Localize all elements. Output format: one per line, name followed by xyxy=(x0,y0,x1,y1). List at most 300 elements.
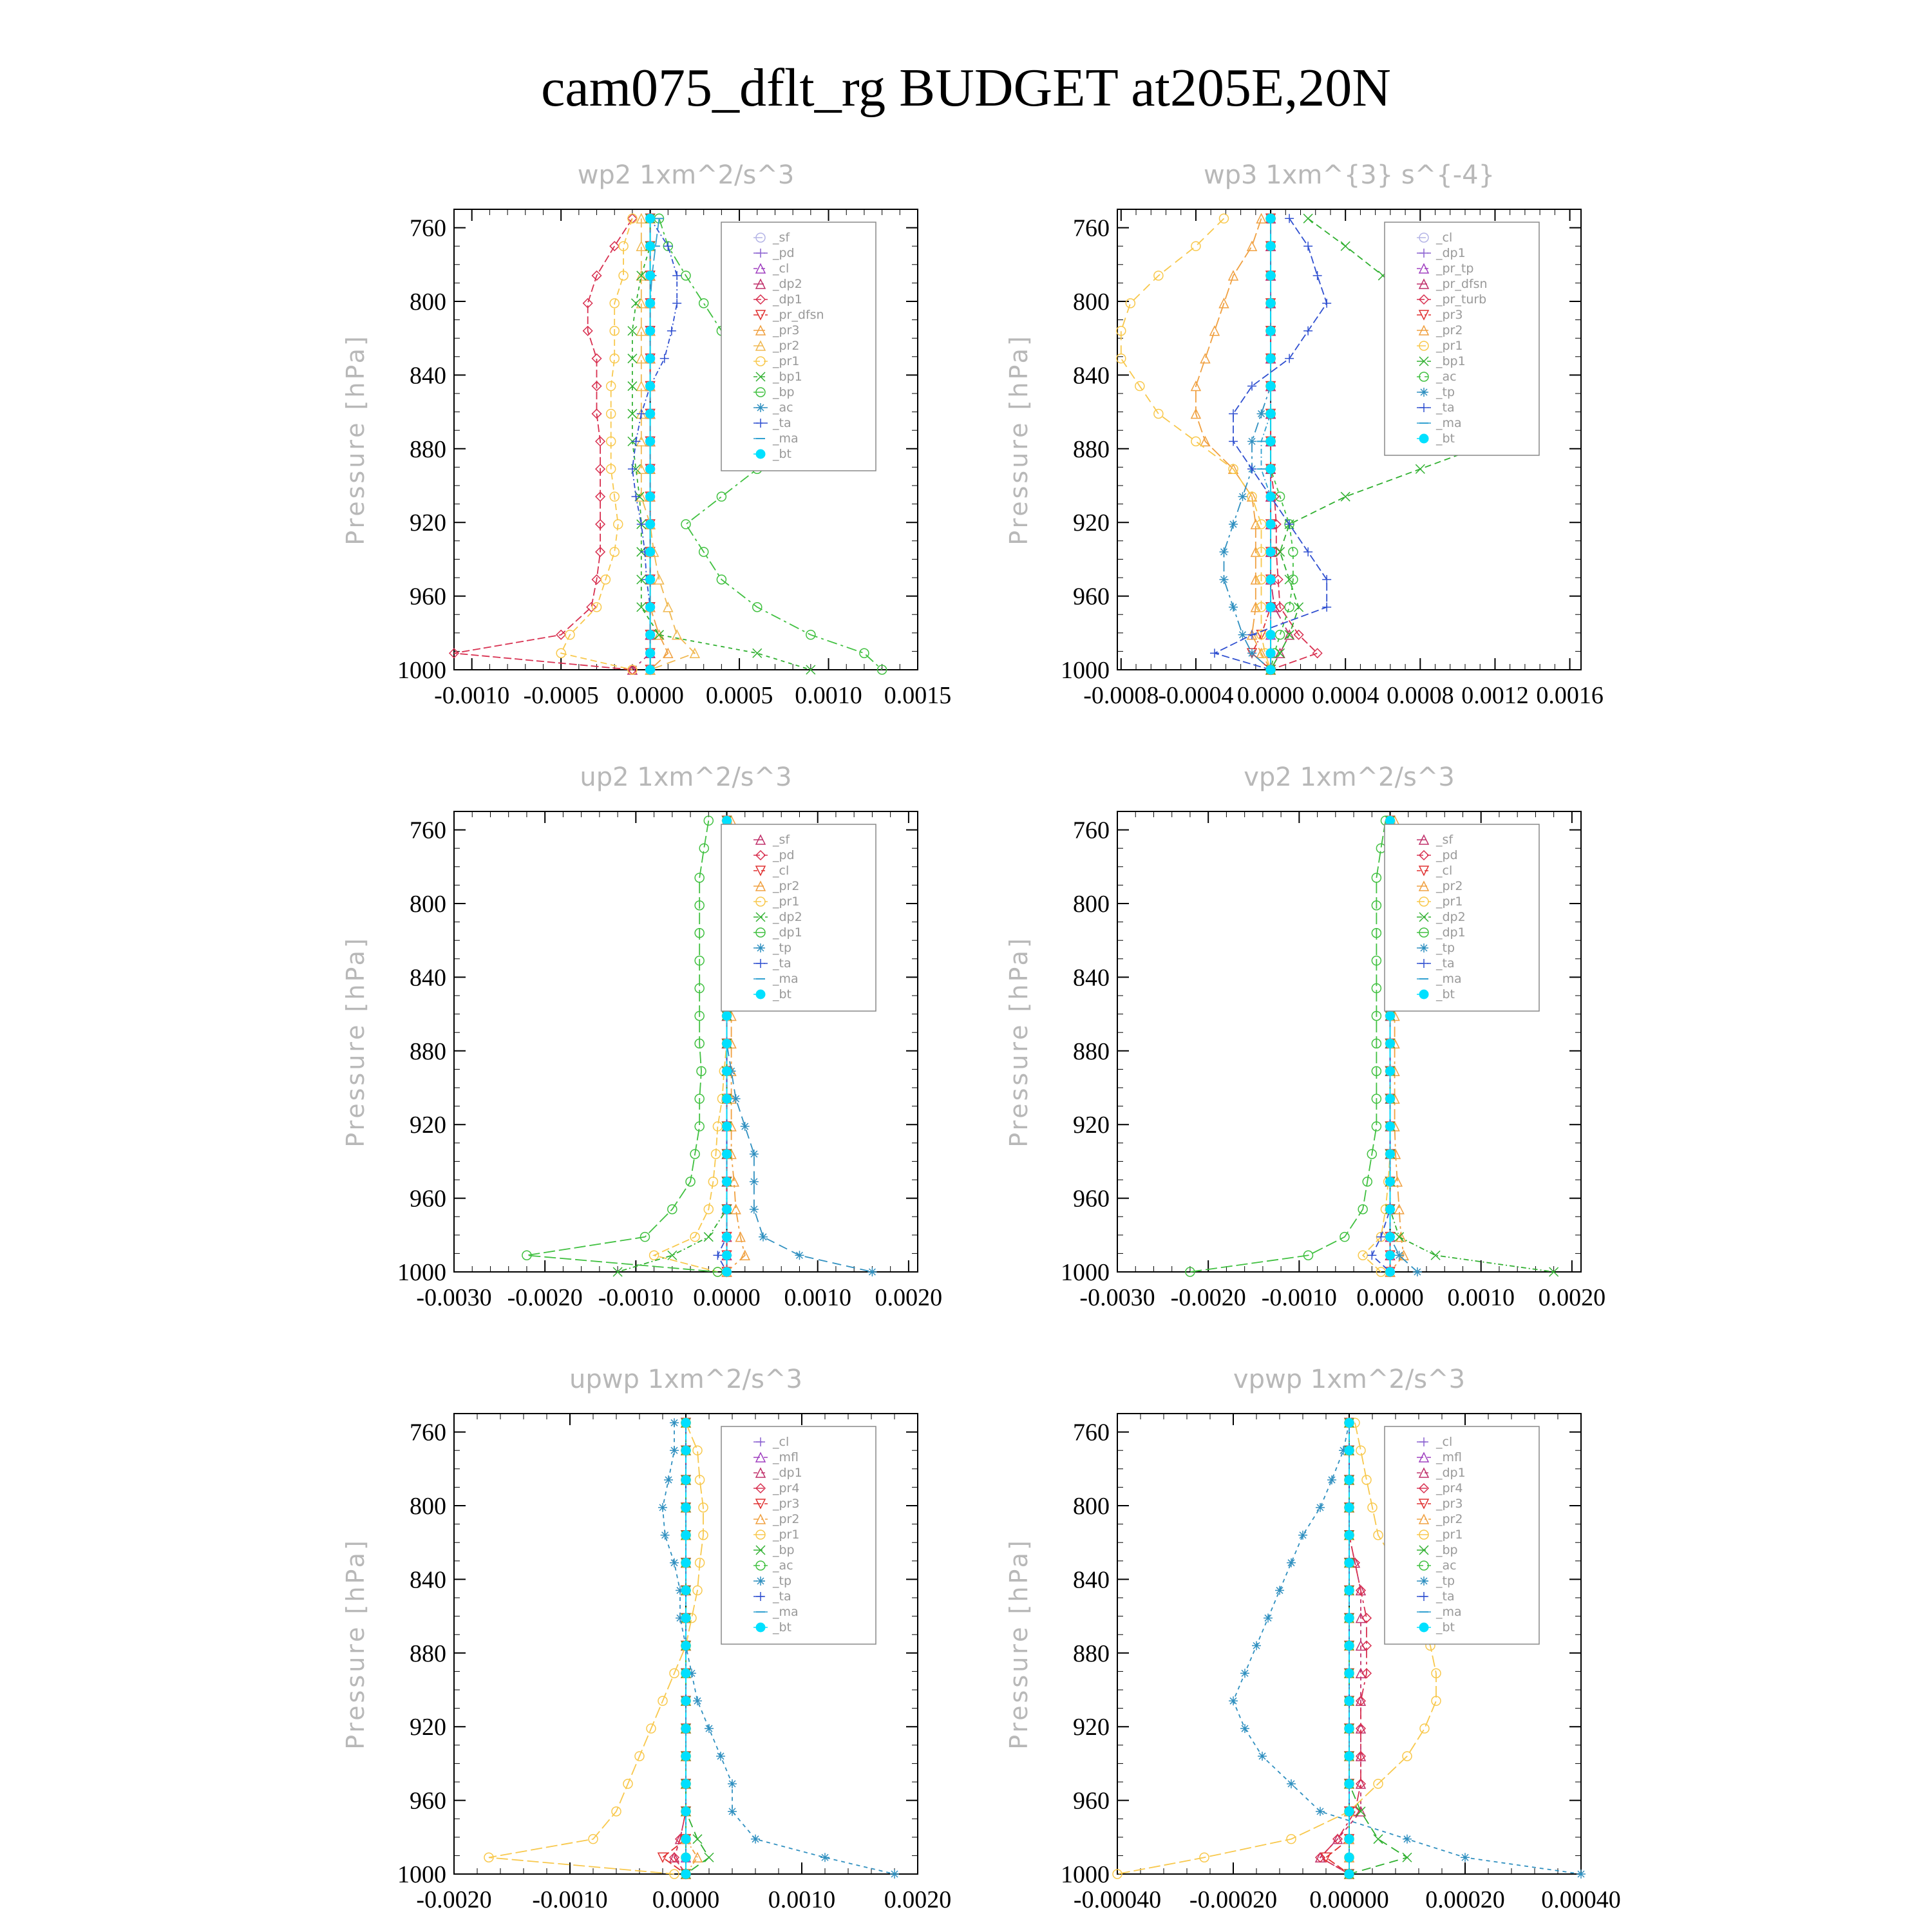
y-tick-label: 1000 xyxy=(397,1259,446,1286)
legend-entry: _dp1 xyxy=(773,1466,802,1480)
data-point xyxy=(668,1251,677,1260)
data-point xyxy=(646,464,655,473)
data-point xyxy=(723,1150,732,1159)
data-point xyxy=(1386,1066,1395,1075)
panel-title: vp2 1xm^2/s^3 xyxy=(1244,762,1455,792)
series-line xyxy=(1190,820,1386,1272)
data-point xyxy=(1247,242,1256,251)
legend-entry: _pr3 xyxy=(773,1497,800,1511)
series-dp1 xyxy=(450,214,637,674)
x-tick-label: 0.0020 xyxy=(884,1886,952,1913)
legend-entry: _pr_dfsn xyxy=(1436,277,1488,291)
series-bt xyxy=(646,214,655,674)
legend-entry: _pr4 xyxy=(773,1481,800,1495)
data-point xyxy=(750,1177,759,1186)
legend xyxy=(1385,824,1539,1011)
y-tick-label: 760 xyxy=(1073,1419,1110,1446)
data-point xyxy=(1210,327,1219,336)
y-tick-label: 880 xyxy=(1073,1640,1110,1667)
data-point xyxy=(1386,1122,1395,1131)
data-point xyxy=(1313,271,1322,280)
data-point xyxy=(1266,630,1275,639)
data-point xyxy=(681,1724,690,1733)
data-point xyxy=(890,1870,899,1879)
data-point xyxy=(681,1669,690,1678)
data-point xyxy=(681,1586,690,1595)
data-point xyxy=(628,214,637,223)
legend-entry: _cl xyxy=(1436,1435,1453,1449)
legend-entry: _dp1 xyxy=(1436,1466,1466,1480)
data-point xyxy=(1303,547,1312,556)
data-point xyxy=(723,1011,732,1020)
legend-marker xyxy=(756,1623,765,1632)
legend-entry: _ma xyxy=(773,1605,799,1619)
data-point xyxy=(1345,1586,1354,1595)
data-point xyxy=(795,1251,804,1260)
data-point xyxy=(681,1779,690,1788)
data-point xyxy=(646,382,655,391)
y-tick-label: 800 xyxy=(410,289,446,316)
y-axis-label: Pressure [hPa] xyxy=(341,936,370,1148)
legend xyxy=(721,222,876,471)
legend xyxy=(721,1426,876,1644)
y-axis-label: Pressure [hPa] xyxy=(1005,334,1033,545)
data-point xyxy=(1403,1853,1412,1862)
legend-entry: _ac xyxy=(1436,370,1457,384)
legend-entry: _pr1 xyxy=(773,1528,800,1542)
x-tick-label: -0.0004 xyxy=(1158,682,1234,709)
legend-entry: _tp xyxy=(1436,385,1455,399)
data-point xyxy=(1345,1752,1354,1761)
y-tick-label: 1000 xyxy=(397,657,446,684)
panel-title: wp3 1xm^{3} s^{-4} xyxy=(1203,160,1495,190)
data-point xyxy=(1264,1613,1273,1622)
series-line xyxy=(489,1423,703,1874)
legend-entry: _bp xyxy=(1436,1543,1458,1557)
legend-entry: _dp1 xyxy=(1436,246,1466,260)
data-point xyxy=(741,1122,750,1131)
y-tick-label: 800 xyxy=(1073,289,1110,316)
y-tick-label: 960 xyxy=(410,583,446,611)
data-point xyxy=(1229,603,1238,612)
data-point xyxy=(681,1752,690,1761)
series-line xyxy=(527,820,718,1272)
legend-entry: _ta xyxy=(1436,1589,1455,1604)
legend-entry: _pd xyxy=(1436,848,1458,862)
data-point xyxy=(1345,1418,1354,1427)
y-tick-label: 960 xyxy=(410,1185,446,1213)
data-point xyxy=(713,1251,722,1260)
legend-entry: _pr2 xyxy=(1436,323,1463,337)
x-tick-label: -0.00040 xyxy=(1073,1886,1162,1913)
data-point xyxy=(1257,409,1266,418)
y-tick-label: 800 xyxy=(410,891,446,918)
data-point xyxy=(1240,1724,1249,1733)
x-tick-label: 0.0010 xyxy=(768,1886,836,1913)
data-point xyxy=(672,299,681,308)
legend-entry: _dp1 xyxy=(773,925,802,940)
x-tick-label: 0.0008 xyxy=(1387,682,1454,709)
data-point xyxy=(716,1752,725,1761)
data-point xyxy=(1345,1724,1354,1733)
data-point xyxy=(1287,1558,1296,1567)
data-point xyxy=(1266,382,1275,391)
data-point xyxy=(672,271,681,280)
data-point xyxy=(1345,1446,1354,1455)
data-point xyxy=(693,1696,702,1705)
legend-entry: _ma xyxy=(773,972,799,986)
data-point xyxy=(1266,464,1275,473)
legend-entry: _ma xyxy=(1436,416,1462,430)
data-point xyxy=(646,649,655,658)
legend-marker xyxy=(756,943,765,952)
data-point xyxy=(723,1177,732,1186)
data-point xyxy=(1266,242,1275,251)
data-point xyxy=(1266,437,1275,446)
data-point xyxy=(1247,437,1256,446)
data-point xyxy=(1386,1177,1395,1186)
legend-marker xyxy=(1419,943,1428,952)
x-tick-label: 0.0012 xyxy=(1461,682,1529,709)
y-tick-label: 840 xyxy=(1073,964,1110,992)
data-point xyxy=(1322,575,1331,584)
data-point xyxy=(1200,354,1209,363)
data-point xyxy=(660,354,669,363)
legend-entry: _dp1 xyxy=(773,292,802,307)
panel-2 xyxy=(1005,160,1604,709)
legend-entry: _pr3 xyxy=(1436,308,1463,322)
data-point xyxy=(663,603,672,612)
data-point xyxy=(681,1558,690,1567)
legend-entry: _bt xyxy=(1436,1620,1455,1634)
legend xyxy=(1385,1426,1539,1644)
data-point xyxy=(631,492,640,501)
data-point xyxy=(723,1039,732,1048)
data-point xyxy=(693,1853,702,1862)
data-point xyxy=(1229,437,1238,446)
data-point xyxy=(1276,649,1285,658)
legend-entry: _sf xyxy=(773,231,790,245)
legend xyxy=(1385,222,1539,455)
legend-marker xyxy=(1419,990,1428,999)
x-tick-label: 0.0010 xyxy=(784,1284,851,1311)
data-point xyxy=(728,1807,737,1816)
data-point xyxy=(681,1696,690,1705)
y-tick-label: 760 xyxy=(1073,214,1110,242)
legend-entry: _ac xyxy=(773,401,793,415)
series-line xyxy=(654,820,727,1272)
data-point xyxy=(1287,1779,1296,1788)
data-point xyxy=(750,1205,759,1214)
data-point xyxy=(1303,242,1312,251)
data-point xyxy=(661,1531,670,1540)
y-axis-label: Pressure [hPa] xyxy=(1005,936,1033,1148)
data-point xyxy=(637,409,646,418)
data-point xyxy=(820,1853,829,1862)
data-point xyxy=(646,299,655,308)
data-point xyxy=(759,1233,768,1242)
x-tick-label: -0.0005 xyxy=(523,682,599,709)
series-pr1 xyxy=(556,214,637,674)
y-tick-label: 840 xyxy=(1073,1566,1110,1594)
data-point xyxy=(681,1835,690,1844)
legend-entry: _ma xyxy=(1436,1605,1462,1619)
data-point xyxy=(664,1475,673,1484)
data-point xyxy=(646,437,655,446)
data-point xyxy=(723,1267,732,1276)
data-point xyxy=(1345,1475,1354,1484)
data-point xyxy=(1374,1835,1383,1844)
y-tick-label: 760 xyxy=(410,1419,446,1446)
data-point xyxy=(646,630,655,639)
x-tick-label: 0.0005 xyxy=(705,682,773,709)
data-point xyxy=(1266,649,1275,658)
data-point xyxy=(1345,1531,1354,1540)
data-point xyxy=(1247,649,1256,658)
legend-entry: _pr_turb xyxy=(1436,292,1487,307)
series-pr1 xyxy=(484,1418,708,1879)
y-tick-label: 920 xyxy=(1073,1714,1110,1741)
data-point xyxy=(1386,1039,1395,1048)
legend-entry: _pr1 xyxy=(1436,1528,1463,1542)
data-point xyxy=(670,1446,679,1455)
y-tick-label: 800 xyxy=(1073,1493,1110,1520)
data-point xyxy=(646,327,655,336)
data-point xyxy=(1257,214,1266,223)
x-tick-label: -0.0020 xyxy=(507,1284,583,1311)
data-point xyxy=(728,1779,737,1788)
data-point xyxy=(1266,214,1275,223)
data-point xyxy=(646,271,655,280)
legend-entry: _sf xyxy=(1436,833,1454,847)
data-point xyxy=(1345,1870,1354,1879)
data-point xyxy=(1219,547,1228,556)
data-point xyxy=(1322,299,1331,308)
data-point xyxy=(1266,492,1275,501)
legend-entry: _ta xyxy=(773,956,791,971)
data-point xyxy=(646,242,655,251)
series-line xyxy=(561,218,632,670)
y-tick-label: 920 xyxy=(410,509,446,537)
x-tick-label: -0.0010 xyxy=(1261,1284,1337,1311)
legend-entry: _dp2 xyxy=(1436,910,1466,924)
data-point xyxy=(1395,1233,1404,1242)
y-tick-label: 800 xyxy=(1073,891,1110,918)
legend-entry: _ta xyxy=(773,416,791,430)
legend-entry: _pr1 xyxy=(1436,339,1463,353)
y-tick-label: 960 xyxy=(1073,1787,1110,1815)
x-tick-label: 0.00000 xyxy=(1309,1886,1389,1913)
data-point xyxy=(1345,1807,1354,1816)
x-tick-label: -0.0030 xyxy=(416,1284,492,1311)
y-tick-label: 920 xyxy=(410,1714,446,1741)
series-line xyxy=(632,218,677,670)
data-point xyxy=(646,354,655,363)
data-point xyxy=(750,1150,759,1159)
y-axis-label: Pressure [hPa] xyxy=(1005,1538,1033,1750)
x-tick-label: -0.0030 xyxy=(1079,1284,1155,1311)
data-point xyxy=(646,214,655,223)
data-point xyxy=(667,327,676,336)
data-point xyxy=(723,1122,732,1131)
y-tick-label: 760 xyxy=(1073,817,1110,844)
data-point xyxy=(704,1233,713,1242)
panel-5 xyxy=(341,1365,951,1913)
x-tick-label: 0.0010 xyxy=(795,682,862,709)
data-point xyxy=(658,1503,667,1512)
y-tick-label: 1000 xyxy=(1061,1861,1110,1888)
data-point xyxy=(1266,547,1275,556)
data-point xyxy=(681,1853,690,1862)
data-point xyxy=(1219,575,1228,584)
data-point xyxy=(1367,1251,1376,1260)
data-point xyxy=(654,630,663,639)
y-axis-label: Pressure [hPa] xyxy=(341,1538,370,1750)
legend-entry: _pr2 xyxy=(1436,1512,1463,1526)
data-point xyxy=(1413,1267,1422,1276)
legend-entry: _cl xyxy=(1436,864,1453,878)
data-point xyxy=(1316,1807,1325,1816)
data-point xyxy=(1285,630,1294,639)
series-line xyxy=(618,820,726,1272)
data-point xyxy=(681,1446,690,1455)
x-tick-label: -0.0010 xyxy=(434,682,510,709)
y-tick-label: 920 xyxy=(1073,509,1110,537)
data-point xyxy=(646,520,655,529)
data-point xyxy=(1395,1251,1404,1260)
legend-entry: _bt xyxy=(773,1620,792,1634)
x-tick-label: 0.0000 xyxy=(616,682,684,709)
legend-entry: _ta xyxy=(1436,401,1455,415)
legend-entry: _cl xyxy=(773,1435,790,1449)
data-point xyxy=(1316,1503,1325,1512)
data-point xyxy=(705,1853,714,1862)
legend-entry: _bt xyxy=(773,987,792,1001)
series-dp1 xyxy=(1186,816,1390,1276)
data-point xyxy=(1416,464,1425,473)
data-point xyxy=(717,492,726,501)
legend-marker xyxy=(756,990,765,999)
legend-entry: _ac xyxy=(773,1558,793,1573)
data-point xyxy=(1229,1696,1238,1705)
data-point xyxy=(723,816,732,825)
data-point xyxy=(1275,1586,1284,1595)
y-tick-label: 840 xyxy=(1073,362,1110,390)
data-point xyxy=(1276,630,1285,639)
data-point xyxy=(646,492,655,501)
legend-entry: _bt xyxy=(1436,987,1455,1001)
data-point xyxy=(628,354,637,363)
data-point xyxy=(681,1870,690,1879)
data-point xyxy=(723,1094,732,1103)
data-point xyxy=(1303,327,1312,336)
data-point xyxy=(699,299,708,308)
data-point xyxy=(646,575,655,584)
data-point xyxy=(681,1531,690,1540)
data-point xyxy=(1238,492,1247,501)
data-point xyxy=(1386,1011,1395,1020)
x-tick-label: 0.0010 xyxy=(1447,1284,1515,1311)
data-point xyxy=(1345,1503,1354,1512)
data-point xyxy=(1266,520,1275,529)
legend-entry: _pr2 xyxy=(773,1512,800,1526)
data-point xyxy=(1191,437,1200,446)
data-point xyxy=(1266,409,1275,418)
legend-entry: _tp xyxy=(773,941,792,955)
legend-entry: _bp xyxy=(773,1543,795,1557)
legend-entry: _bp xyxy=(773,385,795,399)
data-point xyxy=(1432,1696,1441,1705)
y-tick-label: 960 xyxy=(1073,1185,1110,1213)
data-point xyxy=(1266,299,1275,308)
data-point xyxy=(646,409,655,418)
legend xyxy=(721,824,876,1011)
y-tick-label: 1000 xyxy=(397,1861,446,1888)
legend-entry: _mfl xyxy=(773,1450,799,1464)
legend-entry: _bt xyxy=(773,447,792,461)
data-point xyxy=(751,1835,760,1844)
legend-marker xyxy=(756,450,765,459)
panel-4 xyxy=(1005,762,1605,1311)
panel-title: vpwp 1xm^2/s^3 xyxy=(1233,1365,1466,1394)
data-point xyxy=(1294,603,1303,612)
data-point xyxy=(681,1613,690,1622)
legend-entry: _dp2 xyxy=(773,910,802,924)
data-point xyxy=(1577,1870,1586,1879)
legend-entry: _bp1 xyxy=(1436,354,1466,368)
data-point xyxy=(1431,1251,1440,1260)
legend-entry: _cl xyxy=(773,864,790,878)
data-point xyxy=(1266,665,1275,674)
data-point xyxy=(1229,409,1238,418)
data-point xyxy=(1386,1094,1395,1103)
data-point xyxy=(723,1233,732,1242)
data-point xyxy=(1461,1853,1470,1862)
data-point xyxy=(860,649,869,658)
legend-entry: _tp xyxy=(1436,941,1455,955)
data-point xyxy=(1420,1724,1429,1733)
x-tick-label: 0.0000 xyxy=(1236,682,1305,709)
x-tick-label: 0.0004 xyxy=(1311,682,1379,709)
data-point xyxy=(1322,603,1331,612)
x-tick-label: 0.0000 xyxy=(693,1284,761,1311)
data-point xyxy=(732,1094,741,1103)
data-point xyxy=(1386,1233,1395,1242)
data-point xyxy=(1356,1446,1365,1455)
legend-entry: _cl xyxy=(1436,231,1453,245)
x-tick-label: -0.0010 xyxy=(532,1886,608,1913)
legend-entry: _pr1 xyxy=(1436,895,1463,909)
legend-entry: _cl xyxy=(773,261,790,276)
data-point xyxy=(1362,1475,1371,1484)
legend-marker xyxy=(756,1577,765,1586)
data-point xyxy=(705,1724,714,1733)
x-tick-label: -0.0008 xyxy=(1083,682,1159,709)
data-point xyxy=(1386,1251,1395,1260)
data-point xyxy=(1345,1613,1354,1622)
legend-entry: _tp xyxy=(773,1574,792,1588)
legend-entry: _pr_dfsn xyxy=(773,308,824,322)
y-tick-label: 880 xyxy=(410,1037,446,1065)
legend-entry: _pr1 xyxy=(773,354,800,368)
y-tick-label: 760 xyxy=(410,817,446,844)
y-tick-label: 1000 xyxy=(1061,1259,1110,1286)
data-point xyxy=(1345,1779,1354,1788)
data-point xyxy=(1298,1531,1307,1540)
legend-entry: _ma xyxy=(773,431,799,446)
legend-entry: _pd xyxy=(773,848,795,862)
y-tick-label: 1000 xyxy=(1061,657,1110,684)
